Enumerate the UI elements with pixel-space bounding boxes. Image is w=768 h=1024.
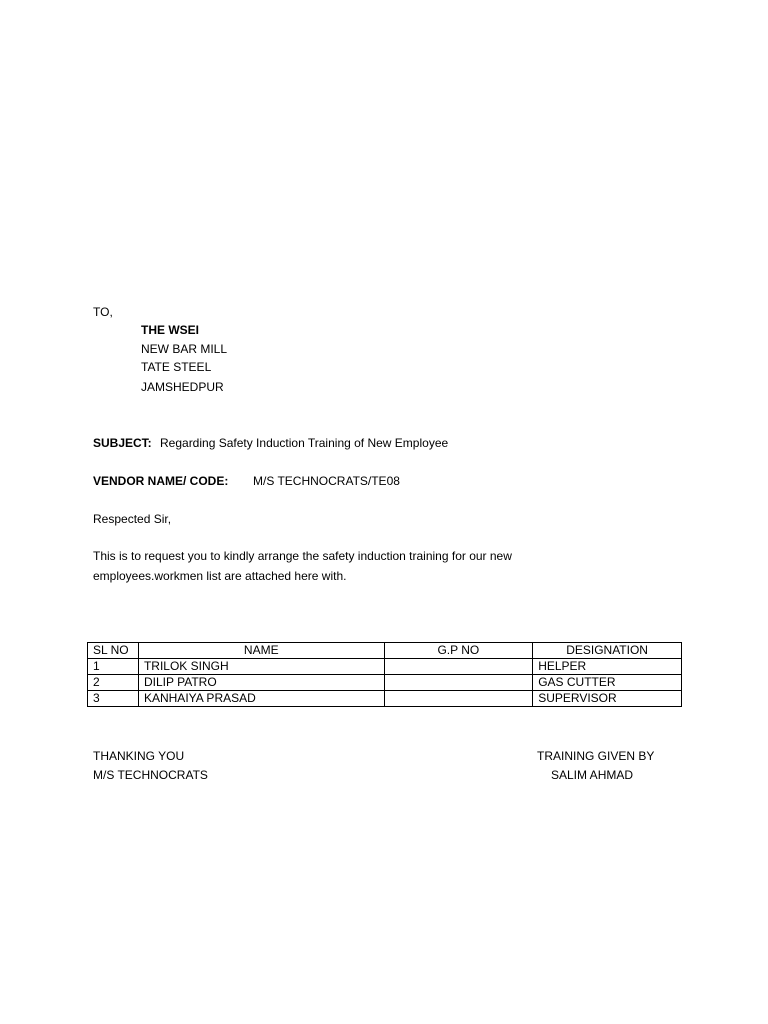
cell-designation: GAS CUTTER [533, 675, 682, 691]
vendor-value: M/S TECHNOCRATS/TE08 [253, 474, 400, 488]
table-row [88, 675, 682, 691]
cell-name: TRILOK SINGH [138, 659, 384, 675]
address-line-3: TATE STEEL [141, 360, 212, 374]
training-given-by-label: TRAINING GIVEN BY [537, 749, 655, 763]
subject-label: SUBJECT: [93, 436, 152, 450]
cell-designation: SUPERVISOR [533, 691, 682, 707]
table-row [88, 691, 682, 707]
workmen-table [87, 642, 682, 707]
cell-designation: HELPER [533, 659, 682, 675]
address-line-2: NEW BAR MILL [141, 342, 228, 356]
cell-sl-no: 2 [88, 675, 139, 691]
table-row [88, 659, 682, 675]
header-name: NAME [138, 643, 384, 659]
cell-name: KANHAIYA PRASAD [138, 691, 384, 707]
header-sl-no: SL NO [88, 643, 139, 659]
table-header-row [88, 643, 682, 659]
vendor-label: VENDOR NAME/ CODE: [93, 474, 229, 488]
header-designation: DESIGNATION [533, 643, 682, 659]
cell-name: DILIP PATRO [138, 675, 384, 691]
body-line-1: This is to request you to kindly arrange the safety induction training for our new [93, 549, 512, 563]
cell-gp-no [384, 675, 533, 691]
address-line-4: JAMSHEDPUR [141, 380, 224, 394]
subject-text: Regarding Safety Induction Training of New Employee [160, 436, 449, 450]
cell-sl-no: 3 [88, 691, 139, 707]
to-line: TO, [93, 305, 113, 319]
address-line-1: THE WSEI [141, 323, 200, 337]
body-line-2: employees.workmen list are attached here with. [93, 569, 347, 583]
cell-gp-no [384, 691, 533, 707]
closing-thanks: THANKING YOU [93, 749, 185, 763]
trainer-name: SALIM AHMAD [551, 768, 634, 782]
header-gp-no: G.P NO [384, 643, 533, 659]
cell-sl-no: 1 [88, 659, 139, 675]
closing-company: M/S TECHNOCRATS [93, 768, 208, 782]
salutation: Respected Sir, [93, 512, 172, 526]
cell-gp-no [384, 659, 533, 675]
